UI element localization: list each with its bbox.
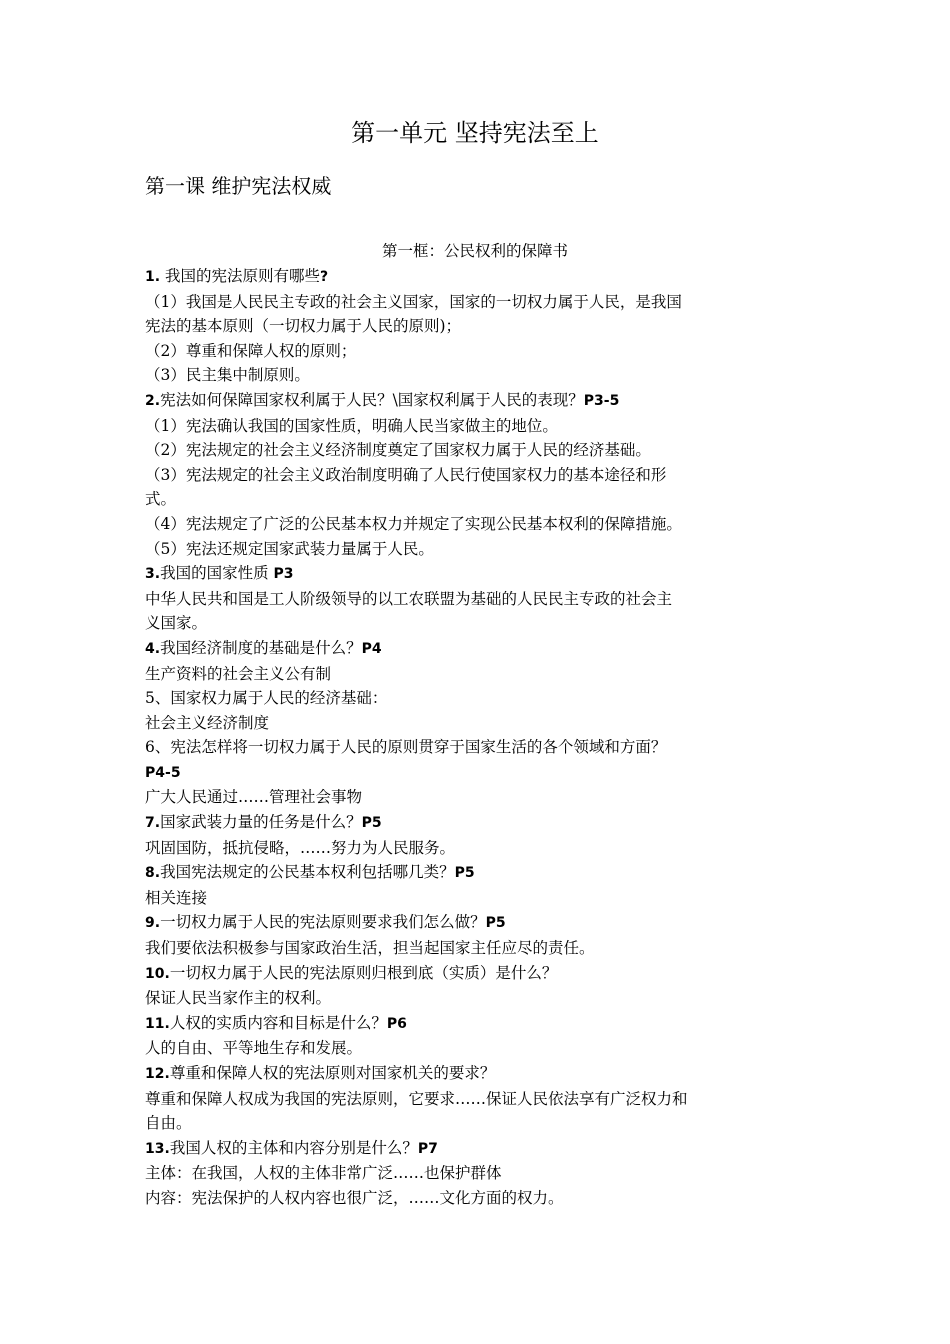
line-text: 我国人权的主体和内容分别是什么？ <box>169 1138 418 1157</box>
line-text: 社会主义经济制度 <box>145 713 270 732</box>
page-reference: ? <box>320 269 329 285</box>
page-reference: P5 <box>361 815 382 832</box>
line-text: 宪法的基本原则（一切权力属于人民的原则)； <box>145 317 462 336</box>
question-line <box>145 636 825 662</box>
answer-line <box>145 735 825 760</box>
unit-title: 第一单元 坚持宪法至上 <box>351 119 599 147</box>
answer-line <box>145 785 825 810</box>
answer-line <box>145 290 825 315</box>
answer-line <box>145 537 825 562</box>
question-number: P4-5 <box>145 764 181 781</box>
line-text: （4）宪法规定了广泛的公民基本权力并规定了实现公民基本权利的保障措施。 <box>145 514 682 533</box>
line-text: 我国的国家性质 <box>160 564 274 583</box>
answer-line <box>145 1161 825 1186</box>
answer-line <box>145 487 825 512</box>
answer-line <box>145 986 825 1011</box>
page-reference: P4 <box>361 640 382 657</box>
line-text: 巩固国防，抵抗侵略，……努力为人民服务。 <box>145 838 456 857</box>
answer-line <box>145 512 825 537</box>
answer-line <box>145 711 825 736</box>
question-number: 1. <box>145 269 161 285</box>
line-text: 自由。 <box>145 1114 192 1133</box>
page-reference: P3 <box>273 566 294 583</box>
line-text: （1）我国是人民民主专政的社会主义国家，国家的一切权力属于人民，是我国 <box>145 292 682 311</box>
answer-line <box>145 686 825 711</box>
line-text: 我国的宪法原则有哪些 <box>160 267 320 285</box>
line-text: 一切权力属于人民的宪法原则归根到底（实质）是什么？ <box>169 963 558 982</box>
line-text: （3）宪法规定的社会主义政治制度明确了人民行使国家权力的基本途径和形 <box>145 465 667 484</box>
question-line <box>145 1136 825 1162</box>
line-text: 国家武装力量的任务是什么？ <box>160 813 362 832</box>
answer-line <box>145 438 825 463</box>
line-text: 宪法如何保障国家权利属于人民？\国家权利属于人民的表现？ <box>160 390 584 409</box>
line-text: 尊重和保障人权成为我国的宪法原则，它要求……保证人民依法享有广泛权力和 <box>145 1089 688 1108</box>
line-text: 人的自由、平等地生存和发展。 <box>145 1039 363 1058</box>
line-text: 一切权力属于人民的宪法原则要求我们怎么做？ <box>160 913 486 932</box>
question-line <box>145 910 825 936</box>
question-line <box>145 1061 825 1087</box>
answer-line <box>145 363 825 388</box>
section-title: 第一框：公民权利的保障书 <box>381 242 568 260</box>
answer-line <box>145 662 825 687</box>
line-text: 广大人民通过……管理社会事物 <box>145 788 363 807</box>
question-number: 12. <box>145 1066 170 1082</box>
line-text: 相关连接 <box>145 888 208 907</box>
question-line <box>145 961 825 987</box>
question-number: 2. <box>145 392 161 409</box>
line-text: 我们要依法积极参与国家政治生活，担当起国家主任应尽的责任。 <box>145 939 595 958</box>
line-text: 人权的实质内容和目标是什么？ <box>169 1013 387 1032</box>
line-text: 中华人民共和国是工人阶级领导的以工农联盟为基础的人民民主专政的社会主 <box>145 589 673 608</box>
line-text: 主体：在我国，人权的主体非常广泛……也保护群体 <box>145 1164 502 1183</box>
line-text: （3）民主集中制原则。 <box>145 366 310 385</box>
answer-line <box>145 1111 825 1136</box>
question-line <box>145 810 825 836</box>
question-number: 13. <box>145 1140 170 1157</box>
line-text: 义国家。 <box>145 614 208 633</box>
answer-line <box>145 1186 825 1211</box>
answer-line <box>145 836 825 861</box>
page-reference: P6 <box>386 1015 407 1032</box>
page-reference: P5 <box>454 865 475 882</box>
question-number: 3. <box>145 566 161 583</box>
answer-line <box>145 1087 825 1112</box>
line-text: （2）尊重和保障人权的原则； <box>145 341 357 360</box>
question-number: 4. <box>145 640 161 657</box>
line-text: 我国经济制度的基础是什么？ <box>160 638 362 657</box>
line-text: （5）宪法还规定国家武装力量属于人民。 <box>145 539 434 558</box>
document-body <box>145 264 825 1211</box>
question-number: 7. <box>145 815 161 832</box>
question-line <box>145 388 825 414</box>
question-line <box>145 1011 825 1037</box>
question-number: 9. <box>145 915 161 932</box>
answer-line <box>145 414 825 439</box>
line-text: 生产资料的社会主义公有制 <box>145 664 332 683</box>
answer-line <box>145 339 825 364</box>
line-text: 式。 <box>145 490 177 509</box>
answer-line <box>145 886 825 911</box>
line-text: （1）宪法确认我国的国家性质，明确人民当家做主的地位。 <box>145 416 558 435</box>
answer-line <box>145 314 825 339</box>
line-text: 尊重和保障人权的宪法原则对国家机关的要求？ <box>169 1064 496 1082</box>
line-text: 我国宪法规定的公民基本权利包括哪几类？ <box>160 863 455 882</box>
question-line <box>145 264 825 290</box>
question-number: 10. <box>145 965 170 982</box>
lesson-title: 第一课 维护宪法权威 <box>145 174 332 198</box>
page-reference: P5 <box>485 915 506 932</box>
line-text: （2）宪法规定的社会主义经济制度奠定了国家权力属于人民的经济基础。 <box>145 441 651 460</box>
line-text: 保证人民当家作主的权利。 <box>145 989 332 1008</box>
answer-line <box>145 1036 825 1061</box>
question-line <box>145 860 825 886</box>
answer-line <box>145 611 825 636</box>
answer-line <box>145 463 825 488</box>
question-line <box>145 561 825 587</box>
question-line <box>145 760 825 786</box>
question-number: 8. <box>145 865 161 882</box>
line-text: 5、国家权力属于人民的经济基础： <box>145 689 388 708</box>
answer-line <box>145 936 825 961</box>
line-text: 内容：宪法保护的人权内容也很广泛，……文化方面的权力。 <box>145 1188 564 1207</box>
answer-line <box>145 587 825 612</box>
question-number: 11. <box>145 1015 170 1032</box>
page-reference: P7 <box>417 1140 438 1157</box>
page-reference: P3-5 <box>583 392 620 409</box>
line-text: 6、宪法怎样将一切权力属于人民的原则贯穿于国家生活的各个领域和方面？ <box>145 738 667 757</box>
